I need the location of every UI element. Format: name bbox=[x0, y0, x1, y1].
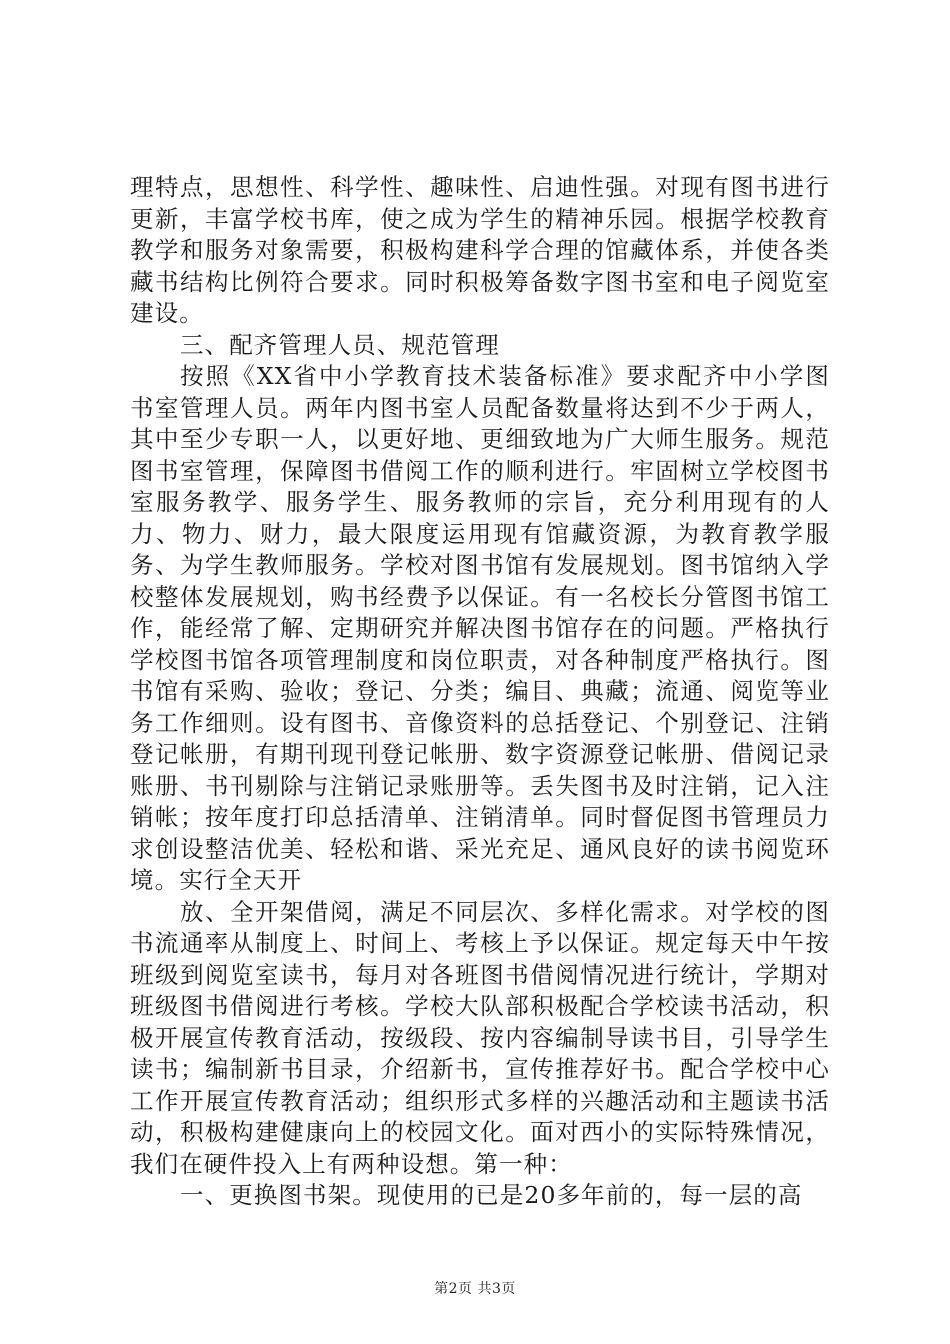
paragraph-1: 理特点，思想性、科学性、趣味性、启迪性强。对现有图书进行更新，丰富学校书库，使之成为学生的精神乐园。根据学校教育教学和服务对象需要，积极构建科学合理的馆藏体系，并使各类藏书结构比例符合要求。同时积极筹备数字图书室和电子阅览室建设。 bbox=[130, 173, 830, 327]
page-footer: 第2页 共3页 bbox=[434, 1281, 516, 1297]
paragraph-2: 按照《XX省中小学教育技术装备标准》要求配齐中小学图书室管理人员。两年内图书室人员配备数量将达到不少于两人，其中至少专职一人，以更好地、更细致地为广大师生服务。规范图书室管理，保障图书借阅工作的顺利进行。牢固树立学校图书室服务教学、服务学生、服务教师的宗旨，充分利用现有的人力、物力、财力，最大限度运用现有馆藏资源，为教育教学服务、为学生教师服务。学校对图书馆有发展规划。图书馆纳入学校整体发展规划，购书经费予以保证。有一名校长分管图书馆工作，能经常了解、定期研究并解决图书馆存在的问题。严格执行学校图书馆各项管理制度和岗位职责，对各种制度严格执行。图书馆有采购、验收；登记、分类；编目、典藏；流通、阅览等业务工作细则。设有图书、音像资料的总括登记、个别登记、注销登记帐册，有期刊现刊登记帐册、数字资源登记帐册、借阅记录账册、书刊剔除与注销记录账册等。丢失图书及时注销，记入注销帐；按年度打印总括清单、注销清单。同时督促图书管理员力求创设整洁优美、轻松和谐、采光充足、通风良好的读书阅览环境。实行全天开 bbox=[130, 362, 830, 894]
section-heading-3: 三、配齐管理人员、规范管理 bbox=[180, 330, 500, 359]
document-body bbox=[130, 172, 830, 1212]
paragraph-4: 一、更换图书架。现使用的已是20多年前的，每一层的高 bbox=[180, 1181, 803, 1209]
paragraph-3: 放、全开架借阅，满足不同层次、多样化需求。对学校的图书流通率从制度上、时间上、考核上予以保证。规定每天中午按班级到阅览室读书，每月对各班图书借阅情况进行统计，学期对班级图书借阅进行考核。学校大队部积极配合学校读书活动，积极开展宣传教育活动，按级段、按内容编制导读书目，引导学生读书；编制新书目录，介绍新书，宣传推荐好书。配合学校中心工作开展宣传教育活动；组织形式多样的兴趣活动和主题读书活动，积极构建健康向上的校园文化。面对西小的实际特殊情况，我们在硬件投入上有两种设想。第一种： bbox=[130, 897, 830, 1178]
